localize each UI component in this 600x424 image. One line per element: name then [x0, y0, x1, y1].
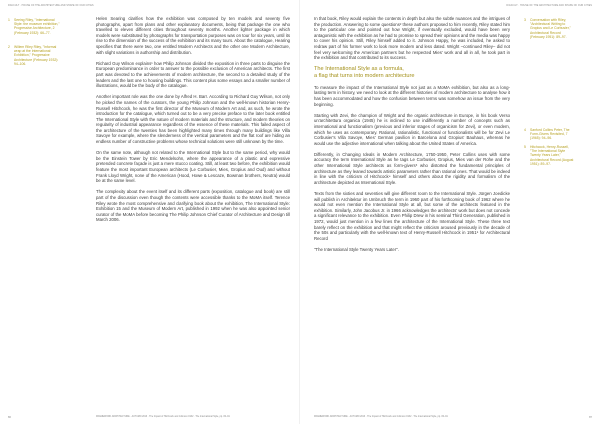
sidenote-number: 3 — [524, 18, 526, 22]
paragraph: In that book, Riley would explain the contents in depth but also the subtle nuances and the intrigues of the production. Answering to some questions² these authors proposed to him recently, Riley stated him to the particular one and pointed out how Wright, if eventually excluded, would have been very antagonistic with the exhibition as he had to promise to spread their opinions and the media was happy to cover his opinion. Still, Riley himself added to it. Johnson Happy, he was included, he asked to redraw part of his former work to look more modern and less dated. Wright –continued Riley– did not feel very welcoming the American partners but he respected Mies' work and all in all, he took part in the exhibition and that contributed to its success. — [314, 16, 510, 61]
right-running-head: DIGICULT · HOUSE OF THE ARCHITECTURE AND SHAPE OF OUR CITIES — [506, 5, 592, 7]
sidenote-text: Hitchcock, Henry-Russell, "The International Style Twenty Years Later," Architectural Record (August 1951): 89–97. — [530, 145, 574, 166]
right-page — [300, 0, 600, 424]
paragraph: To measure the impact of the International Style not just as a MoMA exhibition, but also as a long-lasting term in history, we need to look at the different histories of modern architecture to analyse how it has been accommodated and how the confusion between terms was somehow an issue from the very beginning. — [314, 84, 510, 107]
subheading-line-2: a flag that turns into modern architecture — [314, 72, 415, 79]
right-page-number: 87 — [589, 416, 592, 419]
left-body-text — [96, 16, 290, 229]
paragraph: "The International Style Twenty Years Later". — [314, 246, 399, 252]
left-running-head: DIGICULT · HOUSE OF THE ARCHITECTURE AND SHAPE OF OUR CITIES — [8, 5, 94, 7]
paragraph: Starting with Zevi, the champion of Wright and the organic architecture in Europe, in his book Verso un'architettura organica (1945) he is inclined to use indifferently a number of concepts such as international and functionalism (previous and inferior stages of organicism for Zevi), or even modern, which he uses as contemporary. Rational, rationalistic, functional or functionalists will be for Zevi Le Corbusier's Villa Savoye, Mies' German pavilion in Barcelona and Gropius' Bauhaus, whereas he would use the adjective international when talking about the United States of America. — [314, 112, 510, 146]
paragraph: The complexity about the event itself and its different parts (exposition, catalogue and book) are still part of the discussion even though the contents were accessible thanks to the MoMA itself. Terence Riley wrote the most comprehensive and clarifying book about the exhibition, The International Style: Exhibition 15 and the Museum of Modern Art, published in 1992 when he was also appointed senior curator of the MoMA before becoming The Philip Johnson Chief Curator of Architecture and Design till March 2006. — [96, 189, 290, 223]
subheading-line-1: The International Style as a formula, — [314, 66, 404, 73]
right-footer: FRAMEWORK ARCHITECTURE · AUTUMN 2013 · The Impact of Hitchcock and Johnson 1932 · The International Style, pp. 84–91 — [314, 416, 448, 418]
sidenote-text: Sanford Collins Peter, The Form-Givers Revisited, 7 (1965): 94–96. — [530, 128, 570, 141]
sidenote-number: 1 — [8, 18, 10, 22]
sidenote-number: 4 — [524, 128, 526, 132]
paragraph: Another important role was the one done by Alfred H. Barr. According to Richard Guy Wilson, not only he picked the names of the curators, the young Philip Johnson and the well-known historian Henry-Russell Hitchcock, he was the first director of the Museum of Modern Art and, as such, he wrote the introduction for the catalogue, which turned out to be a very precise preface to the later book entitled The International Style with the nature of modern materials and the structure, and modern theories on regularity of industrial appearance regardless of the essence of these materials. This failed aspect of the architecture of the twenties has been highlighted many times through many buildings like Villa Savoye for example, where the slenderness of the vertical parameters and the flat roof are hiding an endless number of constructive problems whose technical solutions were still unknown by the time. — [96, 94, 290, 145]
left-page-number: 86 — [8, 416, 11, 419]
sidenote-text: Conversation with Riley, "Architectural Writing to Gropius and Le Corbusier," Architectural Record (February 1951): 89–97. — [530, 18, 571, 39]
paragraph: Texts from the sixties and seventies will give different room to the International Style. Jürgen Joedicke will publish in Architektur im Umbruch the term in 1960 part of his forthcoming book of 1962 where he would not even mention the International Style at all, but some of the architects featured in the exhibition. Similarly, John Jacobus Jr. in 1966 acknowledges the architects' work but does not concede a significant relevance to the exhibition. Even Philip Drew in his seminal Third Generation, published in 1972, would just mention in a few lines the architecture of the International Style. These three text barely reflect on the exhibition and that might reflect the criticism aroused previously in the decade of the 50s and particularly with the well-known text of Henry-Russell Hitchcock in 1951⁵ for Architectural Record — [314, 191, 510, 241]
sidenote-text: Seeing Riley, "International Style: the museum exhibition," Progressive Architecture, 2 (February 1932): 66–77. — [14, 18, 60, 35]
section-subheading — [314, 66, 510, 79]
paragraph: Helen Searing clarifies how the exhibition was composed by ten models and seventy five photographs, apart from plans and other explanatory documents, being that package the one who travelled to eleven different cities throughout seventy months. Another lighter package in which models were substituted by photographs for transportation purposes was on tour for six years, until its rise to the dimension of the success of the exhibition and its many tours. About the catalogue, Hearing specifies that there were two, one entitled Modern Architects and the other one Modern Architecture, with slight variations in authorship and distribution. — [96, 16, 290, 55]
right-body-text — [314, 16, 510, 258]
paragraph: On the same note, although not related to the International Style but to the same period, why would be the Einstein Tower by Eric Mendelsohn, where the appearance of a plastic and expressive pretended concrete façade is just a mere stucco coating. Still, at least two before, the exhibition would feature the most important European architects (Le Corbusier, Mies, Gropius and Oud) and without Frank Lloyd Wright, none of the American (Hood, Howe & Lescaze, Bowman brothers, Neutra) would be at the same level. — [96, 150, 290, 184]
sidenote-number: 2 — [8, 45, 10, 49]
paragraph: Differently, in Changing Ideals in Modern Architecture, 1750-1950, Peter Collins uses with some accuracy the term International Style as he tags Le Corbusier, Gropius, Mies van der Rohe and the other International Style architects as form-givers³ who distorted the fundamental principles of architecture as they leaned towards artistic parameters rather than rational ones. That would be indeed in line with the criticism of Hitchcock⁴ himself and others about the rigidity and formalism of the architecture depicted as International Style. — [314, 151, 510, 185]
left-footer: FRAMEWORK ARCHITECTURE · AUTUMN 2013 · The Impact of Hitchcock and Johnson 1932 · The International Style, pp. 84–91 — [96, 416, 230, 418]
sidenote-text: Willem Riley Riley, "Informal wrap at the International Exhibition," Progressive Architecture (February 1932): 94–106. — [14, 45, 59, 66]
sidenote-number: 5 — [524, 145, 526, 149]
paragraph: Richard Guy Wilson explains¹ how Philip Johnson divided the exposition in three parts to disguise the European predominance in order to answer to the possible exclusion of American architects. The first part was devoted to the achievements of modern architecture, the second to a detailed study of the leaders and the last one to housing buildings. This content plus some essays and a smaller number of illustrations, would be the body of the catalogue. — [96, 60, 290, 89]
